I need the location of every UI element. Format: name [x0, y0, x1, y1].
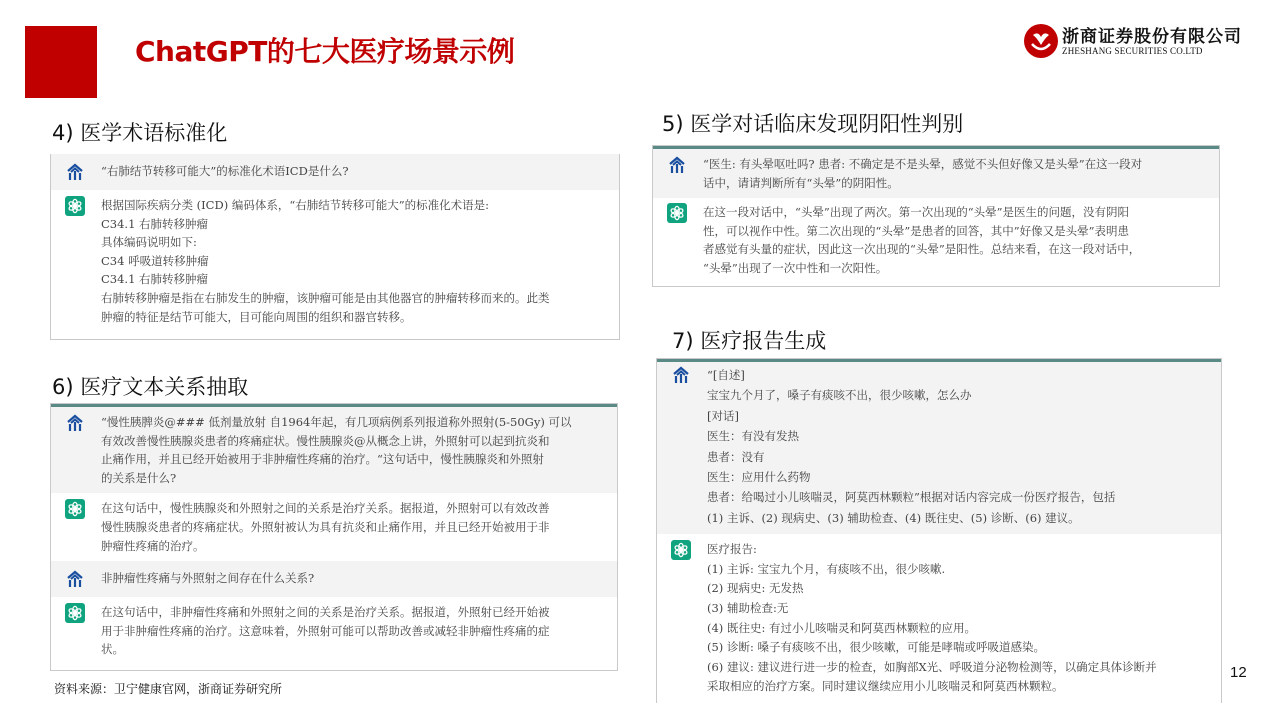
user-icon: [65, 569, 85, 589]
message-line: “[自述]: [707, 368, 745, 382]
message-line: 采取相应的治疗方案。同时建议继续应用小儿咳喘灵和阿莫西林颗粒。: [707, 679, 1064, 694]
message-text: [703, 155, 1209, 192]
message-line: 慢性胰腺炎患者的疼痛症状。外照射被认为具有抗炎和止痛作用，并且已经开始被用于非: [101, 519, 550, 534]
assistant-message: [51, 493, 617, 561]
message-line: 状。: [101, 642, 124, 657]
chatgpt-icon: [671, 540, 691, 560]
message-line: (2) 现病史: 无发热: [707, 581, 804, 596]
message-line: (6) 建议: 建议进行进一步的检查，如胸部X光、呼吸道分泌物检测等，以确定具体诊断并: [707, 659, 1157, 674]
message-line: [对话]: [707, 408, 739, 423]
section-title-5: 5) 医学对话临床发现阴阳性判别: [662, 112, 964, 136]
message-line: 右肺转移肿瘤是指在右肺发生的肿瘤，该肿瘤可能是由其他器官的肿瘤转移而来的。此类: [101, 290, 550, 305]
user-message: [51, 561, 617, 597]
message-line: 的关系是什么?: [101, 470, 177, 485]
message-line: C34 呼吸道转移肿瘤: [101, 253, 209, 268]
chat-panel-7: [656, 358, 1222, 703]
assistant-message: [51, 190, 619, 332]
message-line: 在这一段对话中，“头晕”出现了两次。第一次出现的“头晕”是医生的问题，没有阴阳: [703, 205, 1130, 220]
chatgpt-icon: [65, 196, 85, 216]
message-line: (3) 辅助检查:无: [707, 601, 789, 616]
message-line: 医生：应用什么药物: [707, 470, 811, 485]
message-line: “医生: 有头晕呕吐吗? 患者: 不确定是不是头晕，感觉不头但好像又是头晕”在这一段对: [703, 157, 1143, 171]
message-line: 话中，请请判断所有“头晕”的阴阳性。: [703, 175, 899, 190]
message-line: “头晕”出现了一次中性和一次阳性。: [703, 260, 888, 275]
message-line: 非肿瘤性疼痛与外照射之间存在什么关系?: [101, 571, 315, 586]
message-line: 在这句话中，非肿瘤性疼痛和外照射之间的关系是治疗关系。据报道，外照射已经开始被: [101, 605, 550, 620]
message-line: “慢性胰脾炎@### 低剂量放射 自1964年起，有几项病例系列报道称外照射(5-50Gy) 可以: [101, 415, 572, 429]
message-text: [101, 569, 607, 588]
user-message: [51, 154, 619, 190]
message-text: [101, 499, 607, 555]
message-line: (1) 主诉、(2) 现病史、(3) 辅助检查、(4) 既往史、(5) 诊断、(6) 建议。: [707, 510, 1080, 525]
message-line: 医生：有没有发热: [707, 429, 799, 444]
message-line: (5) 诊断: 嗓子有痰咳不出，很少咳嗽，可能是哮喘或呼吸道感染。: [707, 640, 1045, 655]
message-line: 用于非肿瘤性疼痛的治疗。这意味着，外照射可能可以帮助改善或减轻非肿瘤性疼痛的症: [101, 623, 550, 638]
message-text: [101, 162, 609, 181]
message-text: [101, 603, 607, 659]
message-line: (4) 既往史: 有过小儿咳喘灵和阿莫西林颗粒的应用。: [707, 620, 976, 635]
chat-panel-6: [50, 403, 618, 671]
message-line: 在这句话中，慢性胰腺炎和外照射之间的关系是治疗关系。据报道，外照射可以有效改善: [101, 501, 550, 516]
message-line: 患者：没有: [707, 449, 765, 464]
message-line: C34.1 右肺转移肿瘤: [101, 272, 209, 287]
user-message: [653, 149, 1219, 198]
message-line: 止痛作用，并且已经开始被用于非肿瘤性疼痛的治疗。“这句话中，慢性胰腺炎和外照射: [101, 452, 544, 467]
user-icon: [65, 162, 85, 182]
chatgpt-icon: [65, 603, 85, 623]
chat-panel-4: [50, 154, 620, 340]
message-line: 有效改善慢性胰腺炎患者的疼痛症状。慢性胰腺炎@从概念上讲，外照射可以起到抗炎和: [101, 433, 550, 448]
user-message: [657, 362, 1221, 534]
message-line: 具体编码说明如下:: [101, 235, 197, 250]
message-line: 肿瘤性疼痛的治疗。: [101, 538, 205, 553]
chat-panel-5: [652, 145, 1220, 287]
message-line: (1) 主诉: 宝宝九个月，有痰咳不出，很少咳嗽.: [707, 561, 946, 576]
user-message: [51, 407, 617, 493]
assistant-message: [51, 597, 617, 665]
logo-text-en: ZHESHANG SECURITIES CO.LTD: [1062, 46, 1203, 56]
header-red-block: [25, 26, 97, 98]
section-title-7: 7) 医疗报告生成: [672, 329, 827, 353]
user-icon: [65, 413, 85, 433]
assistant-message: [653, 198, 1219, 283]
logo-icon: [1024, 24, 1058, 58]
message-line: “右肺结节转移可能大”的标准化术语ICD是什么?: [101, 164, 349, 178]
message-line: 性，可以视作中性。第二次出现的“头晕”是患者的回答，其中”好像又是头晕”表明患: [703, 223, 1130, 238]
message-line: 宝宝九个月了，嗓子有痰咳不出，很少咳嗽，怎么办: [707, 388, 972, 403]
message-text: [101, 413, 607, 487]
slide-title: ChatGPT的七大医疗场景示例: [135, 35, 515, 68]
chatgpt-icon: [667, 203, 687, 223]
message-line: 根据国际疾病分类 (ICD) 编码体系，“右肺结节转移可能大”的标准化术语是:: [101, 198, 489, 212]
message-line: 者感觉有头量的症状，因此这一次出现的“头晕”是阳性。总结来看，在这一段对话中，: [703, 242, 1141, 257]
message-text: [101, 196, 609, 326]
page-number: 12: [1230, 664, 1247, 681]
chatgpt-icon: [65, 499, 85, 519]
section-title-6: 6) 医疗文本关系抽取: [52, 375, 249, 399]
source-note: 资料来源：卫宁健康官网，浙商证券研究所: [54, 682, 283, 696]
message-text: [703, 203, 1209, 277]
message-line: 患者：给喝过小儿咳喘灵，阿莫西林颗粒”根据对话内容完成一份医疗报告，包括: [707, 490, 1116, 505]
user-icon: [667, 155, 687, 175]
message-line: 肿瘤的特征是结节可能大，目可能向周围的组织和器官转移。: [101, 309, 412, 324]
assistant-message: [657, 534, 1221, 703]
logo-text-cn: 浙商证券股份有限公司: [1062, 27, 1242, 47]
company-logo: [1024, 22, 1250, 62]
message-line: 医疗报告:: [707, 542, 757, 557]
user-icon: [671, 365, 691, 385]
message-text: [707, 365, 1211, 528]
section-title-4: 4) 医学术语标准化: [52, 121, 228, 145]
message-text: [707, 540, 1211, 697]
message-line: C34.1 右肺转移肿瘤: [101, 216, 209, 231]
